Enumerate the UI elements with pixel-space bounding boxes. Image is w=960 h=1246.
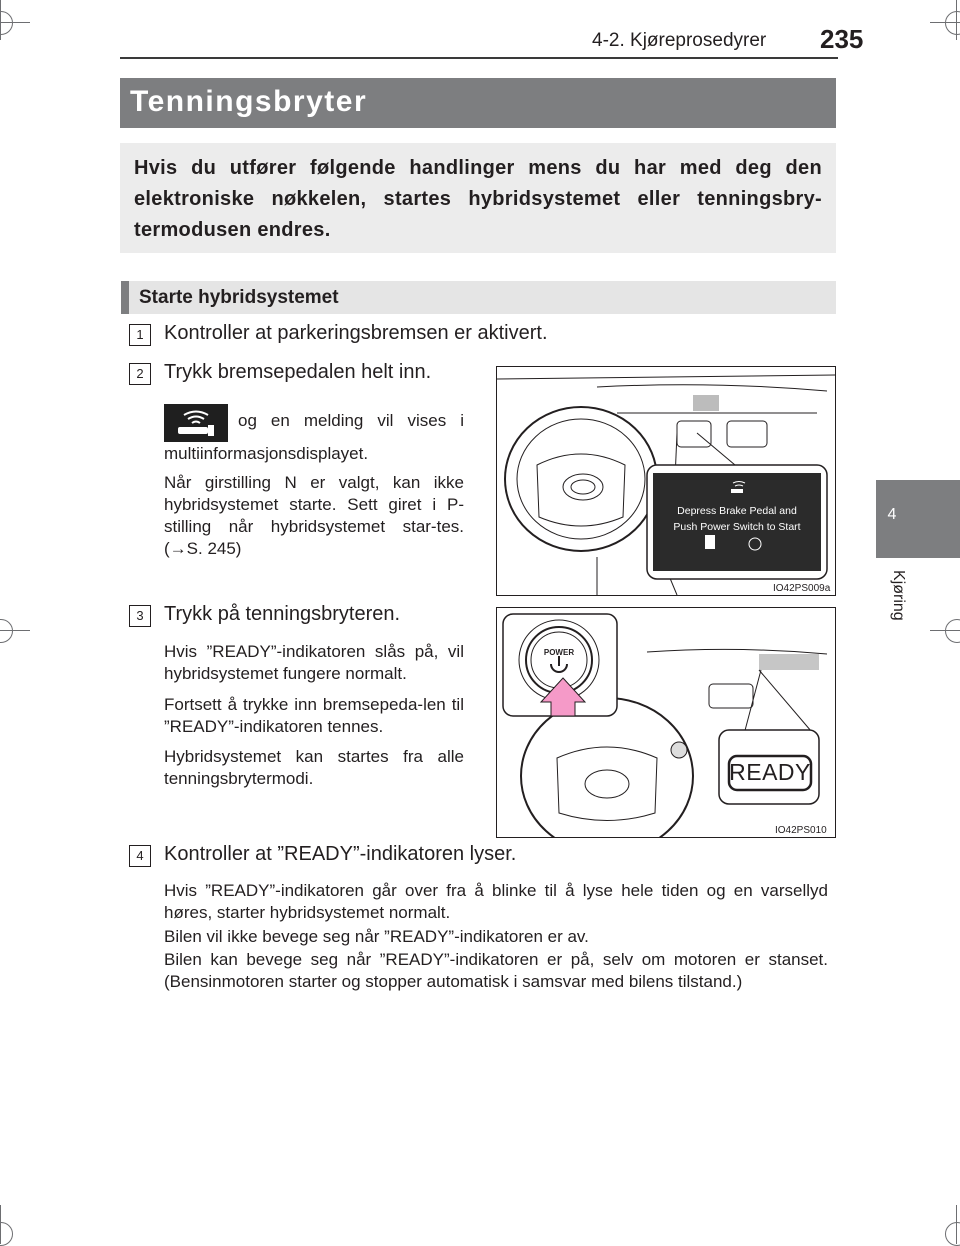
chapter-tab: [876, 480, 960, 558]
display-message-line1: Depress Brake Pedal and: [677, 505, 797, 517]
step-number: 4: [129, 845, 151, 867]
crop-mark-bottom-right: [945, 1222, 960, 1246]
brake-indicator-icon: [164, 404, 228, 442]
crop-mark-line: [930, 630, 960, 631]
figure-brake-message: [496, 366, 836, 596]
intro-text: Hvis du utfører følgende handlinger mens du har med deg den elektroniske nøkkelen, startes hybridsystemet eller tenningsbry-termodusen endres.: [134, 157, 822, 241]
crop-mark-line: [0, 0, 1, 40]
crop-mark-line: [0, 630, 30, 631]
step4-para3: Bilen kan bevege seg når ”READY”-indikatoren er på, selv om motoren er stanset. (Bensinmotoren starter og stopper automatisk i samsvar med bilens tilstand.): [164, 950, 828, 991]
crop-mark-line: [956, 0, 957, 40]
step-number: 1: [129, 324, 151, 346]
crop-mark-line: [956, 1205, 957, 1244]
step4-para1: Hvis ”READY”-indikatoren går over fra å blinke til å lyse hele tiden og en varsellyd høres, starter hybridsystemet normalt.: [164, 881, 828, 922]
step-text: Kontroller at ”READY”-indikatoren lyser.: [164, 843, 517, 865]
chapter-number: 4: [887, 506, 897, 523]
step-number: 3: [129, 605, 151, 627]
step4-para2: Bilen vil ikke bevege seg når ”READY”-indikatoren er av.: [164, 927, 589, 946]
subheading-label: Starte hybridsystemet: [139, 287, 339, 308]
step3-para1: Hvis ”READY”-indikatoren slås på, vil hybridsystemet fungere normalt.: [164, 642, 464, 683]
display-line: multiinformasjonsdisplayet.: [164, 444, 369, 463]
crop-mark-top-left: [0, 11, 13, 35]
crop-mark-line: [0, 22, 30, 23]
step-number: 2: [129, 363, 151, 385]
page-number: 235: [820, 24, 864, 54]
step3-para3: Hybridsystemet kan startes fra alle tenningsbrytermodi.: [164, 747, 464, 788]
display-message-line2: Push Power Switch to Start: [673, 521, 801, 533]
figure-code: IO42PS009a: [773, 583, 831, 594]
crop-mark-mid-left: [0, 619, 13, 643]
step-text: Trykk på tenningsbryteren.: [164, 603, 401, 625]
header-rule: [120, 57, 838, 59]
subheading: [121, 281, 836, 314]
crop-mark-line: [0, 1205, 1, 1244]
indicator-suffix: og en melding vil vises i: [238, 411, 464, 430]
crop-mark-top-right: [945, 11, 960, 35]
power-label: POWER: [543, 648, 575, 657]
crop-mark-bottom-left: [0, 1222, 13, 1246]
step2-note: Når girstilling N er valgt, kan ikke hybridsystemet starte. Sett giret i P-stilling når hybridsystemet star-tes. (→S. 245): [164, 473, 464, 558]
figure-code: IO42PS010: [775, 825, 827, 836]
crop-mark-mid-right: [945, 619, 960, 643]
title-bar: [120, 78, 836, 128]
step-text: Trykk bremsepedalen helt inn.: [164, 361, 432, 383]
chapter-label: Kjøring: [890, 570, 907, 621]
intro-box: [120, 143, 836, 253]
step-text: Kontroller at parkeringsbremsen er aktivert.: [164, 322, 548, 344]
page-title: Tenningsbryter: [130, 85, 368, 118]
figure-power-switch: [496, 607, 836, 838]
ready-label: READY: [729, 759, 811, 785]
step3-para2: Fortsett å trykke inn bremsepeda-len til ”READY”-indikatoren tennes.: [164, 695, 464, 736]
section-title: 4-2. Kjøreprosedyrer: [592, 30, 767, 51]
